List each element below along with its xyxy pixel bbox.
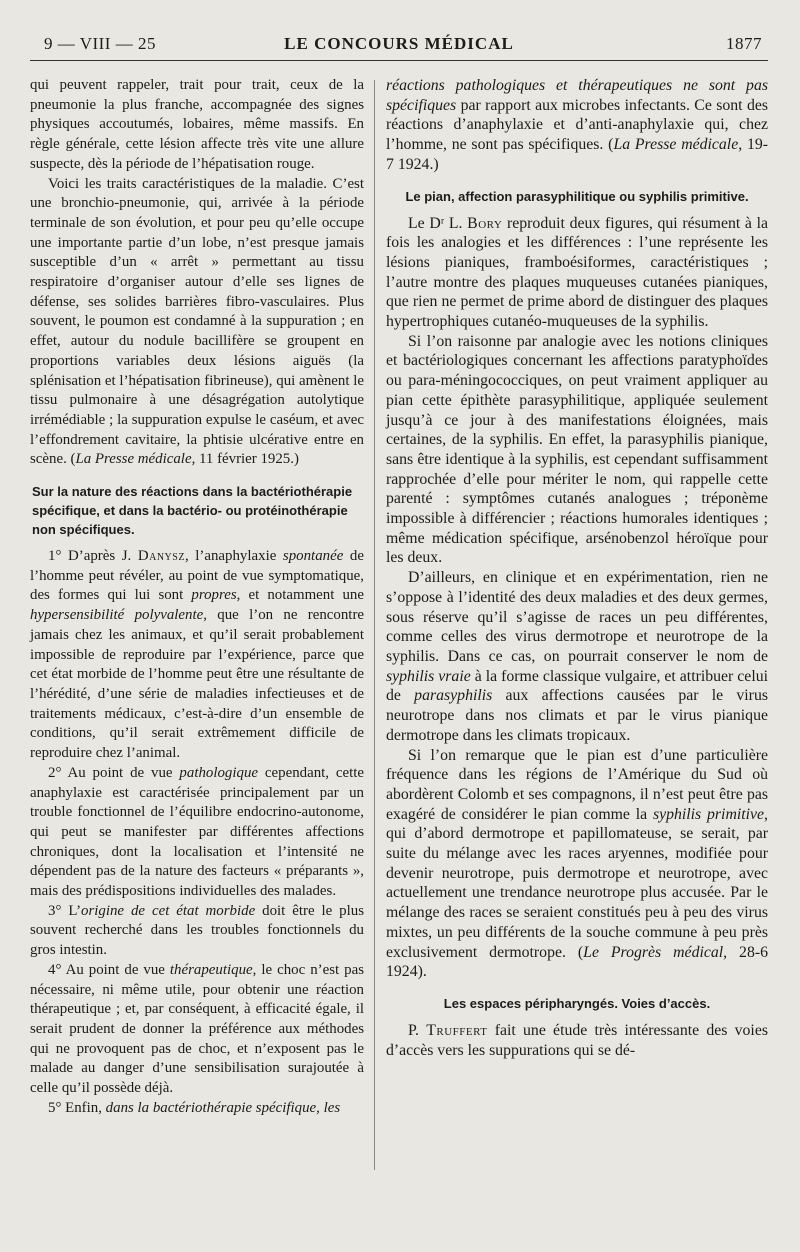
paragraph: Voici les traits caractéristiques de la maladie. C’est une bronchio-pneumonie, qui, arrivée à la période terminale de son évolution, et pour peu qu’elle occupe une importante partie d’un lobe, n’est presque jamais susceptible d’un « arrêt » permettant au tissu respiratoire d’organiser autour d’elle ses lignes de défense, ses solides barrières fibro-vasculaires. Plus souvent, le poumon est condamné à la suppuration ; en effet, autour du nodule bacillifère se groupent en proportions variables deux lésions aiguës (la splénisation et l’hépatisation fibrineuse), qui amènent le tissu pulmonaire à une désagrégation autolytique irrémédiable ; la suppuration expulse le caséum, et avec l’effondrement cavitaire, la phtisie ulcérative entre en scène. (La Presse médicale, 11 février 1925.) (30, 175, 364, 468)
paragraph: Le Dʳ L. Bory reproduit deux figures, qui résument à la fois les analogies et les différences : l’une représente les lésions pianiques, framboésiformes, caractéristiques ; l’autre montre des plaques muqueuses cutanées pianiques, que rien ne permet de prime abord de distinguer des plaques hypertrophiques cutanéo-muqueuses de la syphilis. (386, 214, 769, 331)
page-number: 1877 (726, 34, 762, 53)
citation-date: , 28-6 1924). (386, 943, 769, 981)
paragraph: 4° Au point de vue thérapeutique, le choc n’est pas nécessaire, ni même utile, pour obtenir une réaction thérapeutique ; et, par conséquent, à efficacité égale, il serait prudent de donner la préférence aux méthodes qui ne provoquent pas de choc, et n’exposent pas le malade au danger d’une sensibilisation surajoutée à celle qu’il possède déjà. (30, 961, 364, 1097)
author-name: Bory (467, 214, 503, 232)
left-column (30, 76, 364, 1118)
right-column (386, 76, 768, 1060)
citation-source: La Presse médicale (613, 136, 739, 154)
paragraph: P. Truffert fait une étude très intéressante des voies d’accès vers les suppurations qui se dé- (386, 1021, 768, 1059)
paragraph: 5° Enfin, dans la bactériothérapie spécifique, les (48, 1099, 341, 1116)
column-divider (374, 80, 375, 1170)
citation-source: Le Progrès médical (583, 943, 724, 961)
journal-title: LE CONCOURS MÉDICAL (284, 34, 514, 53)
paragraph: qui peuvent rappeler, trait pour trait, ceux de la pneumonie la plus franche, accompagnée des signes physiques accoutumés, lobaires, même massifs. En règle générale, cette lésion affecte très vite une allure suspecte, dès la période de l’hépatisation rouge. (30, 77, 364, 172)
citation-source: La Presse médicale (75, 451, 192, 468)
section-heading: Le pian, affection parasyphilitique ou syphilis primitive. (405, 188, 749, 204)
paragraph-text: Voici les traits caractéristiques de la maladie. C’est une bronchio-pneumonie, qui, arrivée à la période terminale de son évolution, et pour peu qu’elle occupe une importante partie d’un lobe, n’est presque jamais susceptible d’un « arrêt » permettant au tissu respiratoire d’organiser autour d’elle ses lignes de défense, ses solides barrières fibro-vasculaires. Plus souvent, le poumon est condamné à la suppuration ; en effet, autour du nodule bacillifère se groupent en proportions variables deux lésions aiguës (la splénisation et l’hépatisation fibrineuse), qui amènent le tissu pulmonaire à une désagrégation autolytique irrémédiable ; la suppuration expulse le caséum, et avec l’effondrement cavitaire, la phtisie ulcérative entre en scène. (30, 175, 364, 468)
paragraph: Si l’on remarque que le pian est d’une particulière fréquence dans les régions de l’Amérique du Sud où abordèrent Colomb et ses compagnons, il n’est peut être pas exagéré de considérer le pian comme la syphilis primitive, qui d’abord dermotrope et papillomateuse, se serait, par suite du mélange avec les races aryennes, modifiée pour devenir neurotrope, puis dermotrope et neurotrope, avec actuellement une trendance neurotrope plus accusée. Par le mélange des races se seraient constitués peu à peu des virus mixtes, un peu différents de la souche commune à peu près exclusivement dermotrope. (Le Progrès médical, 28-6 1924). (386, 746, 769, 981)
paragraph: D’ailleurs, en clinique et en expérimentation, rien ne s’oppose à l’identité des deux maladies et des deux germes, sous réserve qu’il s’agisse de races un peu différentes, comme celles des virus dermotrope et neurotrope de la syphilis. Dans ce cas, on pourrait conserver le nom de syphilis vraie à la forme classique vulgaire, et attribuer celui de parasyphilis aux affections causées par le virus neurotrope dans nos climats et par le virus pianique dermotrope dans les climats tropicaux. (386, 569, 768, 744)
paragraph: 1° D’après J. Danysz, l’anaphylaxie spontanée de l’homme peut révéler, au point de vue symptomatique, des formes qui lui sont propres, et notamment une hypersensibilité polyvalente, que l’on ne rencontre jamais chez les animaux, et qu’il serait probablement impossible de reproduire par l’expérience, parce que cet état morbide de l’homme peut être une résultante de l’hérédité, d’une série de maladies infectieuses et de traitements médicaux, c’est-à-dire d’un ensemble de conditions, qu’il serait extrêmement difficile de reproduire chez l’animal. (30, 548, 365, 762)
author-name: Danysz (137, 548, 185, 565)
section-heading: Les espaces péripharyngés. Voies d’accès. (443, 995, 711, 1011)
citation-date: , 11 février 1925.) (191, 451, 299, 468)
page-header (30, 30, 768, 61)
paragraph: réactions pathologiques et thérapeutiques ne sont pas spécifiques par rapport aux microbes infectants. Ce sont des réactions d’anaphylaxie et d’anti-anaphylaxie qui, chez l’homme, ne sont pas spécifiques. (La Presse médicale, 19-7 1924.) (386, 77, 768, 173)
paragraph: 2° Au point de vue pathologique cependant, cette anaphylaxie est caractérisée principalement par un trouble fonctionnel de l’équilibre endocrino-autonome, qui peut se manifester par différentes affections chroniques, dont la localisation et l’intensité ne dépendent pas de la nature des facteurs « préparants », mais des prédispositions individuelles des malades. (30, 764, 364, 900)
issue-date: 9 — VIII — 25 (44, 34, 156, 53)
section-heading: Sur la nature des réactions dans la bactériothérapie spécifique, et dans la bactério- ou protéinothérapie non spécifiques. (32, 484, 353, 538)
paragraph: 3° L’origine de cet état morbide doit être le plus souvent recherché dans les troubles fonctionnels du gros intestin. (30, 902, 365, 959)
citation-date: , 19-7 1924.) (386, 136, 768, 173)
author-name: Truffert (426, 1021, 488, 1039)
paragraph: Si l’on raisonne par analogie avec les notions cliniques et bactériologiques concernant les affections paratyphoïdes ou para-méningococciques, on peut vraiment appliquer au pian cette épithète parasyphilitique, appliquée seulement jusqu’à ce jour à des manifestations éloignées, mais certaines, de la syphilis. En effet, la parasyphilis pianique, sans être identique à la syphilis, est cependant suffisamment rapprochée d’elle pour mériter le nom, qui rappelle cette parenté : symptômes cutanés analogues ; tréponème impossible à différencier ; réactions humorales identiques ; même médication spécifique, arsénobenzol héroïque pour les deux. (386, 332, 768, 567)
